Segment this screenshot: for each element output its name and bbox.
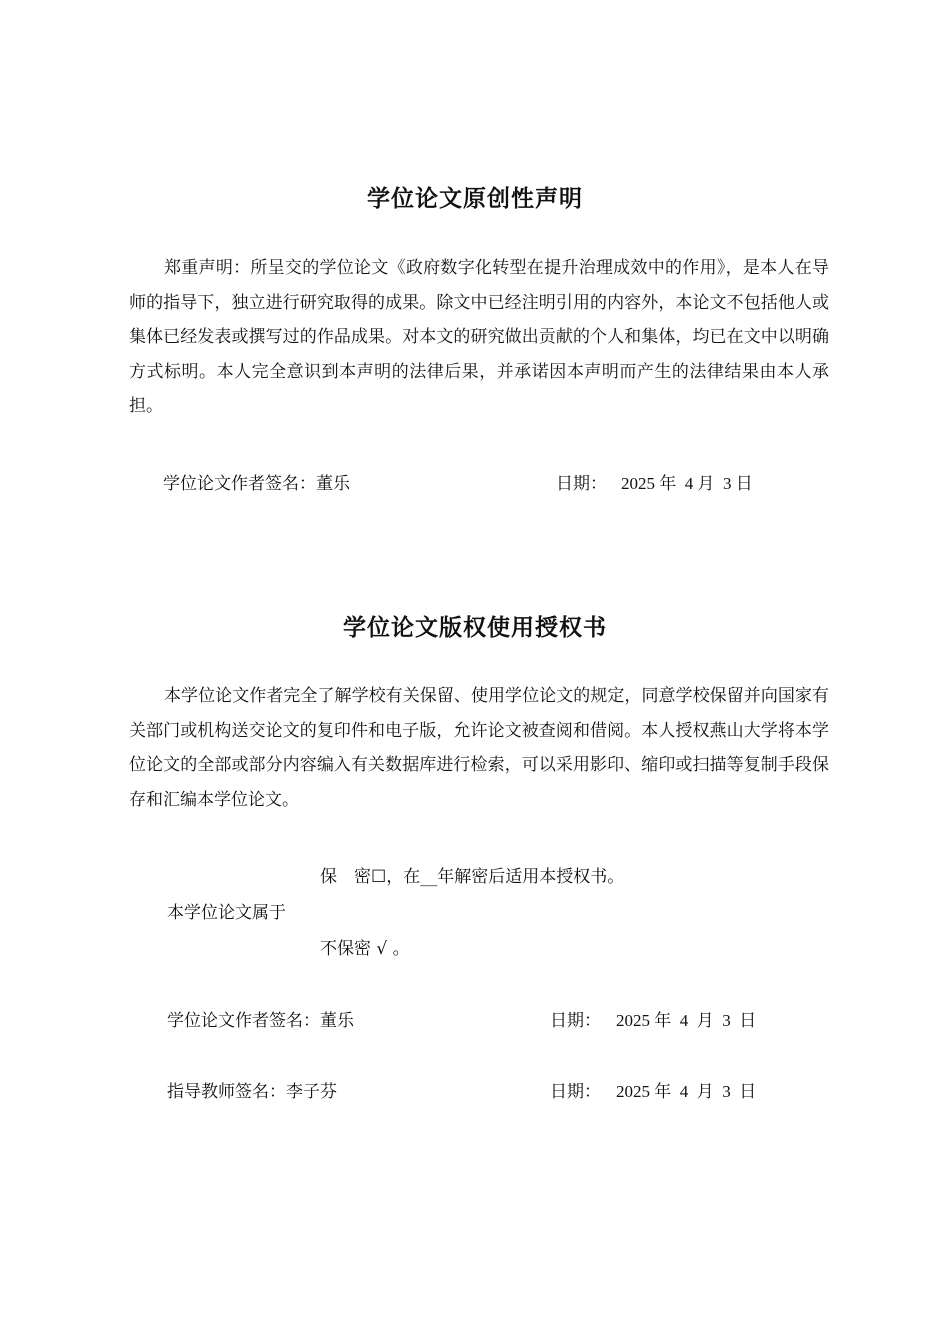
secret-option: 保 密☐，在__年解密后适用本授权书。 [320, 867, 625, 887]
nonsecret-option: 不保密 √ 。 [320, 939, 410, 959]
belongs-label: 本学位论文属于 [167, 903, 286, 923]
declaration-author-signature: 学位论文作者签名：董乐 [163, 474, 350, 494]
authorization-body: 本学位论文作者完全了解学校有关保留、使用学位论文的规定，同意学校保留并向国家有关部门或机构送交论文的复印件和电子版，允许论文被查阅和借阅。本人授权燕山大学将本学位论文的全部或部分内容编入有关数据库进行检索，可以采用影印、缩印或扫描等复制手段保存和汇编本学位论文。 [129, 686, 829, 810]
authorization-title: 学位论文版权使用授权书 [343, 615, 607, 641]
authorization-author-signature: 学位论文作者签名：董乐 [167, 1011, 354, 1031]
advisor-date-label: 日期： [550, 1082, 601, 1102]
declaration-date-value: 2025 年 4 月 3 日 [621, 474, 753, 493]
advisor-date-value: 2025 年 4 月 3 日 [616, 1082, 757, 1101]
declaration-body: 郑重声明：所呈交的学位论文《政府数字化转型在提升治理成效中的作用》，是本人在导师的指导下，独立进行研究取得的成果。除文中已经注明引用的内容外，本论文不包括他人或集体已经发表或撰写过的作品成果。对本文的研究做出贡献的个人和集体，均已在文中以明确方式标明。本人完全意识到本声明的法律后果，并承诺因本声明而产生的法律结果由本人承担。 [129, 258, 829, 416]
declaration-date-label: 日期： [556, 474, 607, 494]
authorization-author-date-label: 日期： [550, 1011, 601, 1031]
authorization-author-date-value: 2025 年 4 月 3 日 [616, 1011, 757, 1030]
declaration-title: 学位论文原创性声明 [367, 186, 583, 212]
advisor-signature: 指导教师签名：李子芬 [167, 1082, 337, 1102]
